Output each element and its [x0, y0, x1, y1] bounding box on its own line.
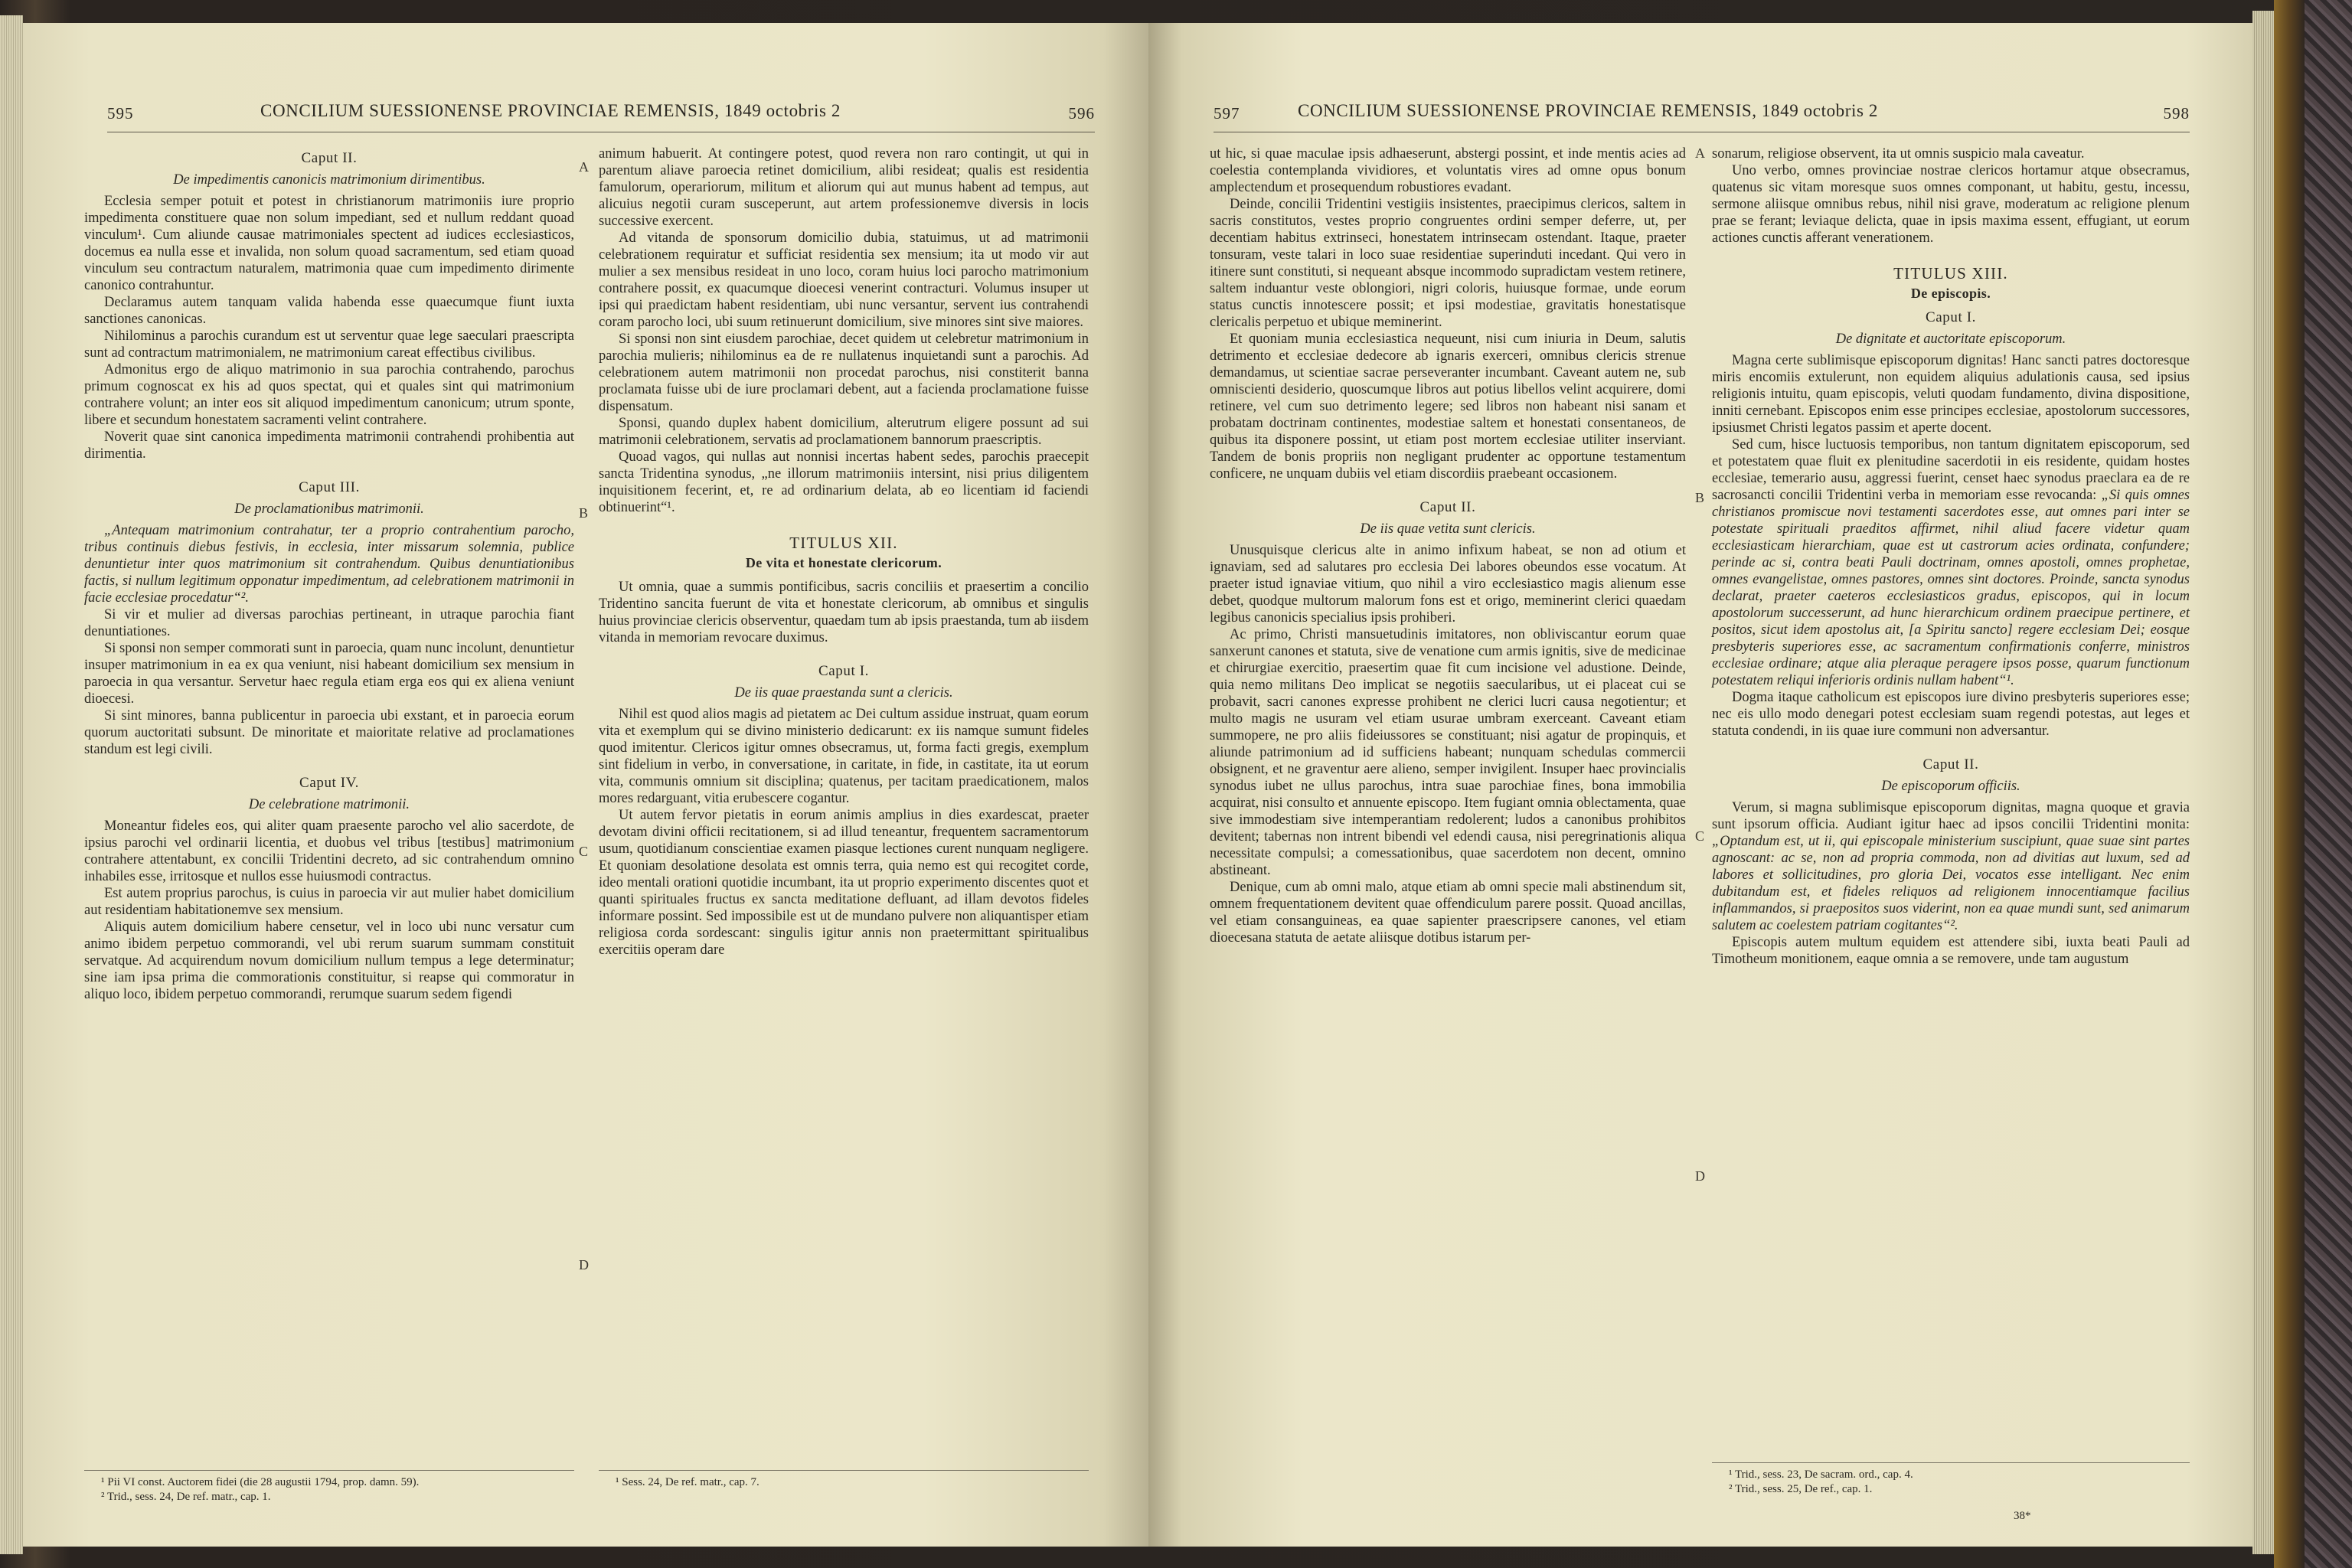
- paragraph-text: Verum, si magna sublimisque episcoporum dignitas, magna quoque et gravia sunt ipsorum officia. Audiant igitur haec ad ipsos concilii Tridentini monita:: [1712, 800, 2190, 832]
- paragraph-with-quote: [1712, 436, 2190, 689]
- footnote: ¹ Trid., sess. 23, De sacram. ord., cap. 4.: [1729, 1468, 1913, 1481]
- right-page-footnotes: [1712, 1462, 2190, 1497]
- paragraph: Unusquisque clericus alte in animo infixum habeat, se non ad otium et ignaviam, sed ad salutares pro ecclesia Dei labores obeundos esse vocatum. At praeter istud ignaviae vitium, quo nihil a viro ecclesiastico magis alienum esse debet, quodque multorum malorum fons est et origo, meminerint clerici quaedam legibus canonicis specialius ipsis prohiberi.: [1210, 543, 1686, 626]
- paragraph: Si vir et mulier ad diversas parochias pertineant, in utraque parochia fiant denuntiationes.: [84, 607, 574, 639]
- paragraph: ut hic, si quae maculae ipsis adhaeserunt, abstergi possint, et inde mentis acies ad coelestia contemplanda vividiores, et voluntatis vires ad omne opus bonum amplectendum et prosequendum robustiores evadant.: [1210, 146, 1686, 195]
- paragraph: Magna certe sublimisque episcoporum dignitas! Hanc sancti patres doctoresque miris encomiis extulerunt, non equidem aliquius adulationis causa, sed ipsius religionis intuitu, quam episcopis, veluti quodam fundamento, divina dispositione, inniti cernebant. Episcopos enim esse principes ecclesiae, apostolorum successores, ipsiusmet Christi legatos passim et aperte docent.: [1712, 353, 2190, 436]
- paragraph: Ut autem fervor pietatis in eorum animis amplius in dies exardescat, praeter devotam divini officii recitationem, si ad illud teneantur, frequentem sacramentorum usum, quotidianum conscientiae examen piasque lectiones curent nunquam negligere. Et quoniam desolatione desolata est omnis terra, quia nemo est qui recogitet corde, ideo mentali orationi quotidie incumbant, ita ut proprio experimento discentes quot et quanti spirituales fructus ex sancta meditatione defluant, ad illam devotos fideles informare possint. Sed impossibile est ut de mundano pulvere non aliquantisper etiam religiosa corda sordescant: singulis igitur annis non praetermittant spiritualibus exercitiis operam dare: [599, 808, 1089, 958]
- footnote: ² Trid., sess. 24, De ref. matr., cap. 1.: [101, 1491, 271, 1503]
- paragraph: Sponsi, quando duplex habent domicilium, alterutrum eligere possunt ad sui matrimonii celebrationem, servatis ad proclamationem bannorum praescriptis.: [599, 416, 1089, 448]
- right-page: [1148, 23, 2252, 1547]
- margin-marker-c: C: [1695, 828, 1705, 844]
- paragraph: Ut omnia, quae a summis pontificibus, sacris conciliis et praesertim a concilio Tridentino sancita fuerunt de vita et honestate clericorum, ab omnibus et singulis huius provinciae clericis observentur, quaedam tum ab ipsis praestanda, tum ab iisdem vitanda in memoriam revocare duximus.: [599, 580, 1089, 645]
- paragraph: Si sint minores, banna publicentur in paroecia ubi exstant, et in paroecia eorum quorum auctoritati subsunt. De minoritate et maioritate relative ad proclamationes standum est legi civili.: [84, 708, 574, 757]
- right-column-footnotes: [599, 1470, 1089, 1490]
- right-page-column-2: [1712, 145, 2190, 968]
- caput-heading: Caput II.: [1922, 756, 1979, 773]
- footnote: ¹ Sess. 24, De ref. matr., cap. 7.: [616, 1476, 760, 1488]
- caput-subtitle: De celebratione matrimonii.: [248, 797, 410, 812]
- council-quote: „Si quis omnes christianos promiscue novi testamenti sacerdotes esse, aut omnes pari inter se potestate spirituali praeditos affirmet, nihil aliud facere videtur quam ecclesiasticam hierarchiam, quae est ut castrorum acies ordinata, confundere; perinde ac si, contra beati Pauli doctrinam, omnes apostoli, omnes prophetae, omnes evangelistae, omnes pastores, omnes sint doctores. Proinde, sancta synodus declarat, praeter caeteros ecclesiasticos gradus, episcopos, qui in locum apostolorum successerunt, ad hunc hierarchicum ordinem praecipue pertinere, et positos, sicut idem apostolus ait, [a Spiritu sancto] regere ecclesiam Dei; eosque presbyteris superiores esse, ac sacramentum confirmationis conferre, ministros ecclesiae ordinare; atque alia pleraque peragere ipsos posse, quarum functionum potestatem reliqui inferioris ordinis nullam habent“¹.: [1712, 488, 2190, 688]
- paragraph: Moneantur fideles eos, qui aliter quam praesente parocho vel alio sacerdote, de ipsius parochi vel ordinarii licentia, et duobus vel tribus [testibus] matrimonium contrahere attentabunt, ex concilii Tridentini decreto, ad sic contrahendum omnino inhabiles esse, irritosque et nullos esse huiusmodi contractus.: [84, 818, 574, 884]
- right-page-edges: [2252, 11, 2274, 1554]
- paragraph: sonarum, religiose observent, ita ut omnis suspicio mala caveatur.: [1712, 146, 2085, 162]
- left-page-column-1: [84, 145, 574, 1003]
- caput-subtitle: De impedimentis canonicis matrimonium dirimentibus.: [173, 172, 485, 188]
- right-page-column-1: [1210, 145, 1686, 946]
- paragraph-text: Sed cum, hisce luctuosis temporibus, non tantum dignitatem episcoporum, sed et potestatem quae fluit ex plenitudine sacerdotii in eis residente, quidam hostes ecclesiae, temerario ausu, aggressi fuerint, censet haec synodus praeclara ea de re sacrosancti concilii Tridentini verba in memoriam esse revocanda:: [1712, 437, 2190, 503]
- titulus-subtitle: De episcopis.: [1910, 286, 1991, 301]
- paragraph: Noverit quae sint canonica impedimenta matrimonii contrahendi prohibentia aut dirimentia.: [84, 430, 574, 462]
- titulus-heading: TITULUS XIII.: [1893, 264, 2008, 283]
- caput-subtitle: De episcoporum officiis.: [1881, 779, 2020, 794]
- left-page: [23, 23, 1148, 1547]
- paragraph: Uno verbo, omnes provinciae nostrae clericos hortamur atque obsecramus, quatenus sic vitam moresque suos omnes componant, ut habitu, gestu, incessu, sermone aliisque omnibus rebus, nihil nisi grave, moderatum ac religione plenum prae se ferant; leviaque delicta, quae in ipsis maxima essent, effugiant, ut eorum actiones cunctis afferant venerationem.: [1712, 163, 2190, 246]
- footnote: ¹ Pii VI const. Auctorem fidei (die 28 augustii 1794, prop. damn. 59).: [101, 1476, 420, 1488]
- running-title: CONCILIUM SUESSIONENSE PROVINCIAE REMENSIS, 1849 octobris 2: [260, 101, 841, 120]
- caput-heading: Caput II.: [1419, 499, 1476, 515]
- caput-heading: Caput IV.: [299, 775, 359, 791]
- margin-marker-d: D: [579, 1257, 589, 1272]
- paragraph: Ac primo, Christi mansuetudinis imitatores, non obliviscantur eorum quae sanxerunt canones et statuta, sive de venatione cum armis ignitis, sive de medicinae et chirurgiae exercitio, praesertim quae fit cum incisione vel adustione. Deinde, quia nemo militans Deo implicat se negotiis saecularibus, ut ei placeat cui se probavit, sacri canones expresse prohibent ne clerici lucri causa negotientur; et multo magis ne usuram vel etiam usurae umbram exerceant. Caveant etiam summopere, ne pro aliis fideiussores se constituant; nisi agatur de propinquis, et aliunde patrimonium ad id sufficiens habeant; nunquam schedulas commercii obsignent, et ne graventur aere alieno, semper invigilent. Insuper haec provincialis synodus iubet ne ullus parochus, intra suae parochiae fines, bona immobilia acquirat, nisi consulto et annuente episcopo. Item fugiant omnia oblectamenta, quae sive immodestiam sive intemperantiam redolerent; ludos a canonibus prohibitos devitent; tabernas non intrent bibendi vel edendi causa, nisi peregrinationis aliqua necessitate compulsi; a comessationibus, quae sacerdotem non decent, omnino abstineant.: [1210, 627, 1686, 878]
- left-page-header: [107, 93, 1095, 132]
- paragraph: Declaramus autem tanquam valida habenda esse quaecumque fiunt iuxta sanctiones canonicas.: [84, 295, 574, 327]
- right-page-header: [1214, 93, 2190, 132]
- paragraph-with-quote: [1712, 799, 2190, 934]
- council-quote: „Optandum est, ut ii, qui episcopale ministerium suscipiunt, quae suae sint partes agnoscant: ac se, non ad propria commoda, non ad divitias aut luxum, sed ad labores et sollicitudines, pro gloria Dei, vocatos esse intelligant. Nec enim dubitandum est, et fideles reliquos ad religionem innocentiamque facilius inflammandos, si praepositos suos viderint, non ea quae mundi sunt, sed animarum salutem ac coelestem patriam cogitantes“².: [1712, 834, 2190, 933]
- caput-heading: Caput III.: [299, 479, 360, 495]
- left-page-edges: [0, 15, 23, 1554]
- margin-marker-d: D: [1695, 1168, 1705, 1184]
- paragraph: Nihilominus a parochis curandum est ut serventur quae lege saeculari praescripta sunt ad contractum matrimonialem, ne matrimonium careat effectibus civilibus.: [84, 328, 574, 361]
- margin-marker-a: A: [1695, 145, 1705, 161]
- footnote: ² Trid., sess. 25, De ref., cap. 1.: [1729, 1483, 1873, 1495]
- signature-mark: 38*: [2014, 1510, 2031, 1522]
- margin-marker-b: B: [1695, 490, 1705, 505]
- quoted-paragraph: „Antequam matrimonium contrahatur, ter a proprio contrahentium parocho, tribus continuis diebus festivis, in ecclesia, inter missarum solemnia, publice denuntietur inter quos matrimonium sit contrahendum. Quibus denuntiationibus factis, si nullum legitimum opponatur impedimentum, ad celebrationem matrimonii in facie ecclesiae procedatur“².: [84, 523, 574, 606]
- margin-marker-c: C: [579, 844, 589, 859]
- caput-subtitle: De iis quae vetita sunt clericis.: [1360, 521, 1536, 537]
- paragraph: Quoad vagos, qui nullas aut nonnisi incertas habent sedes, parochis praecepit sancta Tridentina synodus, „ne illorum matrimoniis intersint, nisi prius diligentem inquisitionem fecerint, et, re ad ordinarium delata, ab eo licentiam id faciendi obtinuerint“¹.: [599, 449, 1089, 515]
- left-page-column-2: [599, 145, 1089, 959]
- paragraph: Aliquis autem domicilium habere censetur, vel in loco ubi nunc versatur cum animo ibidem perpetuo commorandi, vel ubi rerum suarum summam constituit servatque. Ad acquirendum novum domicilium nullum tempus a lege determinatur; sine iam ipsa prima die commorationis constituitur, si reapse qui commoratur in aliquo loco, ibidem perpetuo commorandi, rerumque suarum sedem figendi: [84, 920, 574, 1002]
- running-title: CONCILIUM SUESSIONENSE PROVINCIAE REMENSIS, 1849 octobris 2: [1298, 101, 1879, 120]
- margin-marker-b: B: [579, 505, 589, 521]
- paragraph: Denique, cum ab omni malo, atque etiam ab omni specie mali abstinendum sit, omnem frequentationem devitent quae offendiculum parere possit. Quoad ancillas, vel etiam consanguineas, ea quae sapienter praescripsere canones, vel etiam dioecesana statuta de aetate aliisque dotibus istarum per-: [1210, 880, 1686, 946]
- paragraph: Ecclesia semper potuit et potest in christianorum matrimoniis iure proprio impedimenta constituere quae non solum impediant, sed et nullum reddant quoad vinculum¹. Cum aliunde causae matrimoniales spectent ad iudices ecclesiasticos, docemus ea nulla esse et invalida, non solum quoad sacramentum, sed etiam quoad vinculum seu contractum naturalem, matrimonia quae cum impedimento dirimente canonico contrahuntur.: [84, 194, 574, 293]
- page-number-596: 596: [1068, 104, 1095, 122]
- titulus-heading: TITULUS XII.: [789, 534, 898, 552]
- titulus-subtitle: De vita et honestate clericorum.: [745, 555, 942, 570]
- paragraph: Ad vitanda de sponsorum domicilio dubia, statuimus, ut ad matrimonii celebrationem requiratur et sufficiat residentia sex mensium; ita ut modo vir aut mulier a sex mensibus resideat in uno loco, coram huius loci parocho matrimonium contrahere possit, ex quacumque dioecesi venerint contracturi. Volumus insuper ut ipsi qui praedictam habent residentiam, ubi nunc versantur, servent ius contrahendi coram parocho loci, ubi suum retinuerunt domicilium, sive minores sint sive maiores.: [599, 230, 1089, 330]
- paragraph: Dogma itaque catholicum est episcopos iure divino presbyteris superiores esse; nec eis ullo modo denegari potest ecclesiam suam regendi potestas, aut leges et statuta condendi, in iis quae iure communi non adversantur.: [1712, 690, 2190, 739]
- left-column-footnotes: [84, 1470, 574, 1504]
- caput-heading: Caput I.: [1925, 309, 1976, 325]
- caput-subtitle: De proclamationibus matrimonii.: [234, 501, 424, 517]
- margin-marker-a: A: [579, 159, 589, 175]
- caput-heading: Caput I.: [818, 663, 869, 679]
- paragraph: Nihil est quod alios magis ad pietatem ac Dei cultum assidue instruat, quam eorum vita et exemplum qui se divino ministerio dedicarunt: ex iis namque sumunt fideles quod imitentur. Clericos igitur omnes obsecramus, ut, forma facti gregis, exemplum sint fidelium in verbo, in conversatione, in caritate, in fide, in castitate, ita ut eorum vita, communis omnium sit disciplina; quatenus, per tacitam praedicationem, malos mores redarguant, vitia erubescere cogantur.: [599, 707, 1089, 806]
- caput-subtitle: De iis quae praestanda sunt a clericis.: [734, 685, 953, 701]
- caput-heading: Caput II.: [301, 150, 358, 166]
- paragraph: Episcopis autem multum equidem est attendere sibi, iuxta beati Pauli ad Timotheum monitionem, eaque omnia a se removere, unde tam augustum: [1712, 935, 2190, 967]
- paragraph: animum habuerit. At contingere potest, quod revera non raro contingit, ut qui in parentum aliave paroecia retinet domicilium, alibi resideat; qualis est residentia famulorum, operariorum, militum et aliorum qui aut munus habent ad tempus, aut alicuius negotii curam susceperunt, aut artem professionemve diversis in locis successive exercent.: [599, 146, 1089, 229]
- paragraph: Et quoniam munia ecclesiastica nequeunt, nisi cum iniuria in Deum, salutis detrimento et ecclesiae dedecore ab ignaris exerceri, omnibus clericis strenue demandamus, ut scientiae sacrae perseveranter incumbant. Caveant autem ne, sub omniscienti desiderio, quoscumque libros aut potius libellos velint acquirere, domi retinere, vel cum suo detrimento legere; sed libros non habeant nisi sanam et probatam doctrinam continentes, modestiae saltem et honestati consentaneos, de quibus ita disponere possint, ut etiam post mortem ecclesiae utiliter inserviant. Tandem de bonis propriis non negligant prudenter ac opportune testamentum conficere, ne unquam dubiis vel etiam discordiis praebeant occasionem.: [1210, 332, 1686, 482]
- paragraph: Est autem proprius parochus, is cuius in paroecia vir aut mulier habet domicilium aut residentiam habitationemve sex mensium.: [84, 886, 574, 918]
- paragraph: Admonitus ergo de aliquo matrimonio in sua parochia contrahendo, parochus primum cognoscat ex his ad quos spectat, qui et quales sint qui matrimonium contrahere volunt; an inter eos sit aliquod impedimentum canonicum; utrum sponte, libere et secundum honestatem sacramenti velint contrahere.: [84, 362, 574, 428]
- book-cover-edge: [2274, 0, 2352, 1568]
- paragraph: Si sponsi non sint eiusdem parochiae, decet quidem ut celebretur matrimonium in parochia mulieris; nihilominus ea de re nullatenus inquietandi sunt a parochis. Ad celebrationem autem matrimonii non procedat parochus, nisi constiterit banna proclamata fuisse ubi de iure proclamari debent, aut a facienda proclamatione fuisse dispensatum.: [599, 332, 1089, 414]
- paragraph: Deinde, concilii Tridentini vestigiis insistentes, praecipimus clericos, saltem in sacris constitutos, vestes proprio congruentes ordini semper deferre, ut, per decentiam habitus extrinseci, honestatem intrinsecam ostendant. Itaque, praeter tonsuram, veste talari in loco suae residentiae superinduti incedant. Qui vero in itinere sunt constituti, si nequeant absque incommodo supradictam vestem retinere, saltem induantur veste oblongiori, nigri coloris, huiusque formae, unde eorum status cunctis innotescere possit; et ipsi modestiae, gravitatis honestatisque clericalis perpetuo et ubique meminerint.: [1210, 197, 1686, 330]
- page-number-595: 595: [107, 104, 134, 122]
- paragraph: Si sponsi non semper commorati sunt in paroecia, quam nunc incolunt, denuntietur insuper matrimonium in ea ex qua veniunt, nisi habeant domicilium sex mensium in paroecia in qua versantur. Servetur haec regula etiam erga eos qui ex aliena veniunt dioecesi.: [84, 641, 574, 707]
- page-number-597: 597: [1214, 104, 1240, 122]
- page-number-598: 598: [2163, 104, 2190, 122]
- caput-subtitle: De dignitate et auctoritate episcoporum.: [1835, 332, 2066, 347]
